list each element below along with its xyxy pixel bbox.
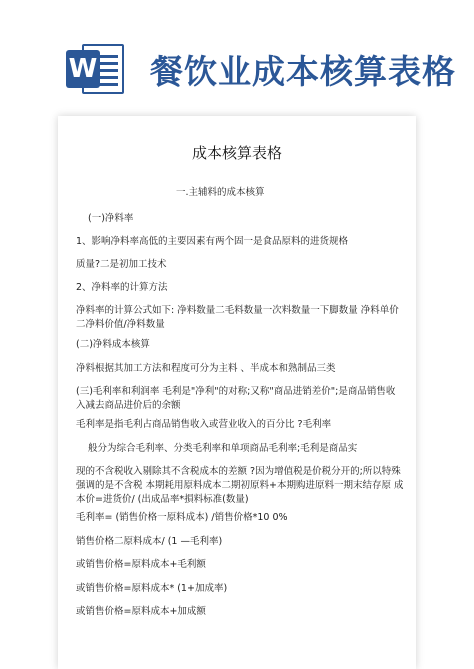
section-heading: 一.主辅料的成本核算: [176, 187, 265, 198]
document-title: 成本核算表格: [191, 144, 282, 162]
paragraph-line: 般分为综合毛利率、分类毛利率和单项商品毛利率;毛利是商品实: [88, 443, 358, 454]
word-icon: [66, 40, 126, 98]
subsection-heading: (一)净料率: [88, 213, 134, 224]
formula-line: 或销售价格=原料成本+加成额: [76, 606, 206, 617]
paragraph-line: 现的不含税收入剔除其不含税成本的差额 ?因为增值税是价税分开的;所以特殊强调的是不含税 本期耗用原料成本二期初原料+本期购进原料一期末结存原 成本价=进货价/ (出成品率*損料标准(数量): [76, 466, 404, 505]
paragraph-line: (三)毛利率和利润率 毛利是"净利"的对称;又称"商品进销差价";是商品销售收 入减去商品进价后的余额: [76, 386, 396, 411]
paragraph-line: 质量?二是初加工技术: [76, 259, 167, 270]
subsection-heading: (二)净料成本核算: [76, 339, 150, 350]
document-page: [58, 116, 416, 669]
banner-title: 餐饮业成本核算表格: [150, 52, 456, 91]
formula-line: 销售价格二原料成本/ (1 —毛利率): [76, 536, 223, 547]
header-banner: [0, 0, 474, 110]
paragraph-line: 净料根据其加工方法和程度可分为主料 、半成本和熟制品三类: [76, 363, 336, 374]
formula-line: 或销售价格=原料成本* (1+加成率): [76, 583, 228, 594]
paragraph-line: 毛利率是指毛利占商品销售收入或营业收入的百分比 ?毛利率: [76, 419, 332, 430]
paragraph-line: 1、影响净料率高低的主要因素有两个固一是食品原料的进货规格: [76, 236, 349, 247]
paragraph-line: 2、净料率的计算方法: [76, 282, 168, 293]
formula-line: 或销售价格=原料成本+毛利额: [76, 559, 206, 570]
word-badge: W: [66, 50, 100, 88]
formula-line: 毛利率= (销售价格一原料成本) /销售价格*10 0%: [76, 512, 288, 523]
paragraph-line: 净料率的计算公式如下: 净料数量二毛料数量一次料数量一下脚数量 净料单价二净料价值/净料数量: [76, 305, 399, 330]
